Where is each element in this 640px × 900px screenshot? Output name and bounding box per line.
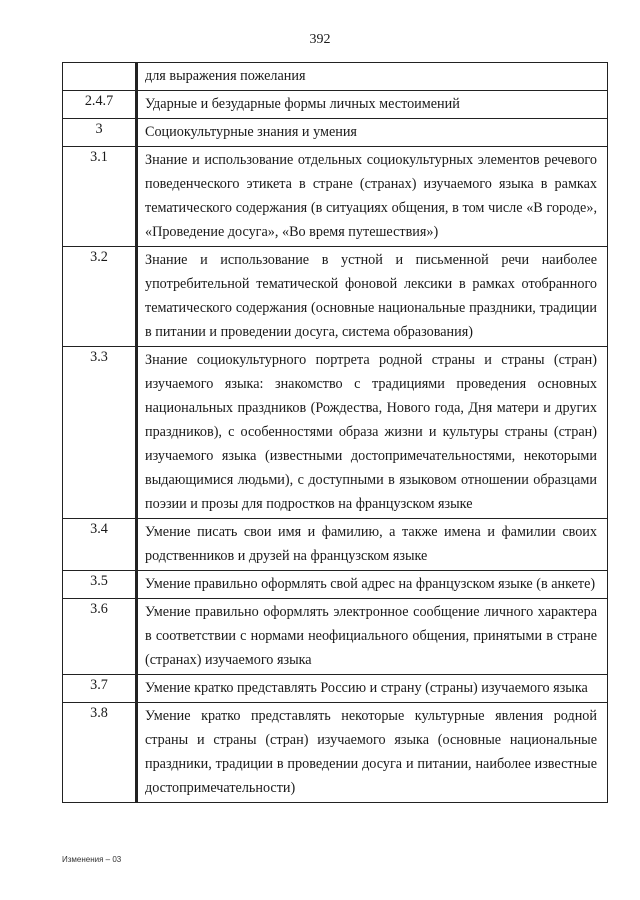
row-text: Умение писать свои имя и фамилию, а также имена и фамилии своих родственников и друзей на французском языке	[137, 519, 608, 571]
table-row	[63, 147, 608, 247]
row-text: Ударные и безударные формы личных местоимений	[137, 91, 608, 119]
page-number: 392	[309, 32, 331, 47]
row-number: 3	[63, 119, 137, 147]
revision-footer: Изменения – 03	[62, 855, 122, 864]
row-number: 3.6	[63, 599, 137, 675]
row-text: Умение правильно оформлять электронное сообщение личного характера в соответствии с нормами неофициального общения, принятыми в стране (странах) изучаемого языка	[137, 599, 608, 675]
table-row	[63, 519, 608, 571]
table-row	[63, 91, 608, 119]
row-number: 3.8	[63, 703, 137, 803]
table-row	[63, 599, 608, 675]
row-text: Знание и использование в устной и письменной речи наиболее употребительной тематической фоновой лексики в рамках отобранного тематического содержания (основные национальные праздники, традиции в питании и проведении досуга, система образования)	[137, 247, 608, 347]
row-text: Знание социокультурного портрета родной страны и страны (стран) изучаемого языка: знакомство с традициями проведения основных национальных праздников (Рождества, Нового года, Дня матери и других праздников), с особенностями образа жизни и культуры страны (стран) изучаемого языка (известными достопримечательностями, некоторыми выдающимися людьми), с доступными в языковом отношении образцами поэзии и прозы для подростков на французском языке	[137, 347, 608, 519]
table-row	[63, 571, 608, 599]
row-number: 3.3	[63, 347, 137, 519]
table-row	[63, 119, 608, 147]
row-number	[63, 63, 137, 91]
row-number: 3.1	[63, 147, 137, 247]
row-number: 3.5	[63, 571, 137, 599]
table-row	[63, 703, 608, 803]
table-row	[63, 63, 608, 91]
row-number: 2.4.7	[63, 91, 137, 119]
row-text: для выражения пожелания	[137, 63, 608, 91]
row-text: Социокультурные знания и умения	[137, 119, 608, 147]
row-number: 3.4	[63, 519, 137, 571]
row-text: Умение правильно оформлять свой адрес на французском языке (в анкете)	[137, 571, 608, 599]
content-table	[62, 62, 608, 803]
row-number: 3.7	[63, 675, 137, 703]
row-text: Умение кратко представлять некоторые культурные явления родной страны и страны (стран) изучаемого языка (основные национальные праздники, традиции в проведении досуга и питании, наиболее известные достопримечательности)	[137, 703, 608, 803]
row-text: Знание и использование отдельных социокультурных элементов речевого поведенческого этикета в стране (странах) изучаемого языка в рамках тематического содержания (в ситуациях общения, в том числе «В городе», «Проведение досуга», «Во время путешествия»)	[137, 147, 608, 247]
table-row	[63, 247, 608, 347]
table-row	[63, 675, 608, 703]
row-number: 3.2	[63, 247, 137, 347]
row-text: Умение кратко представлять Россию и страну (страны) изучаемого языка	[137, 675, 608, 703]
table-row	[63, 347, 608, 519]
